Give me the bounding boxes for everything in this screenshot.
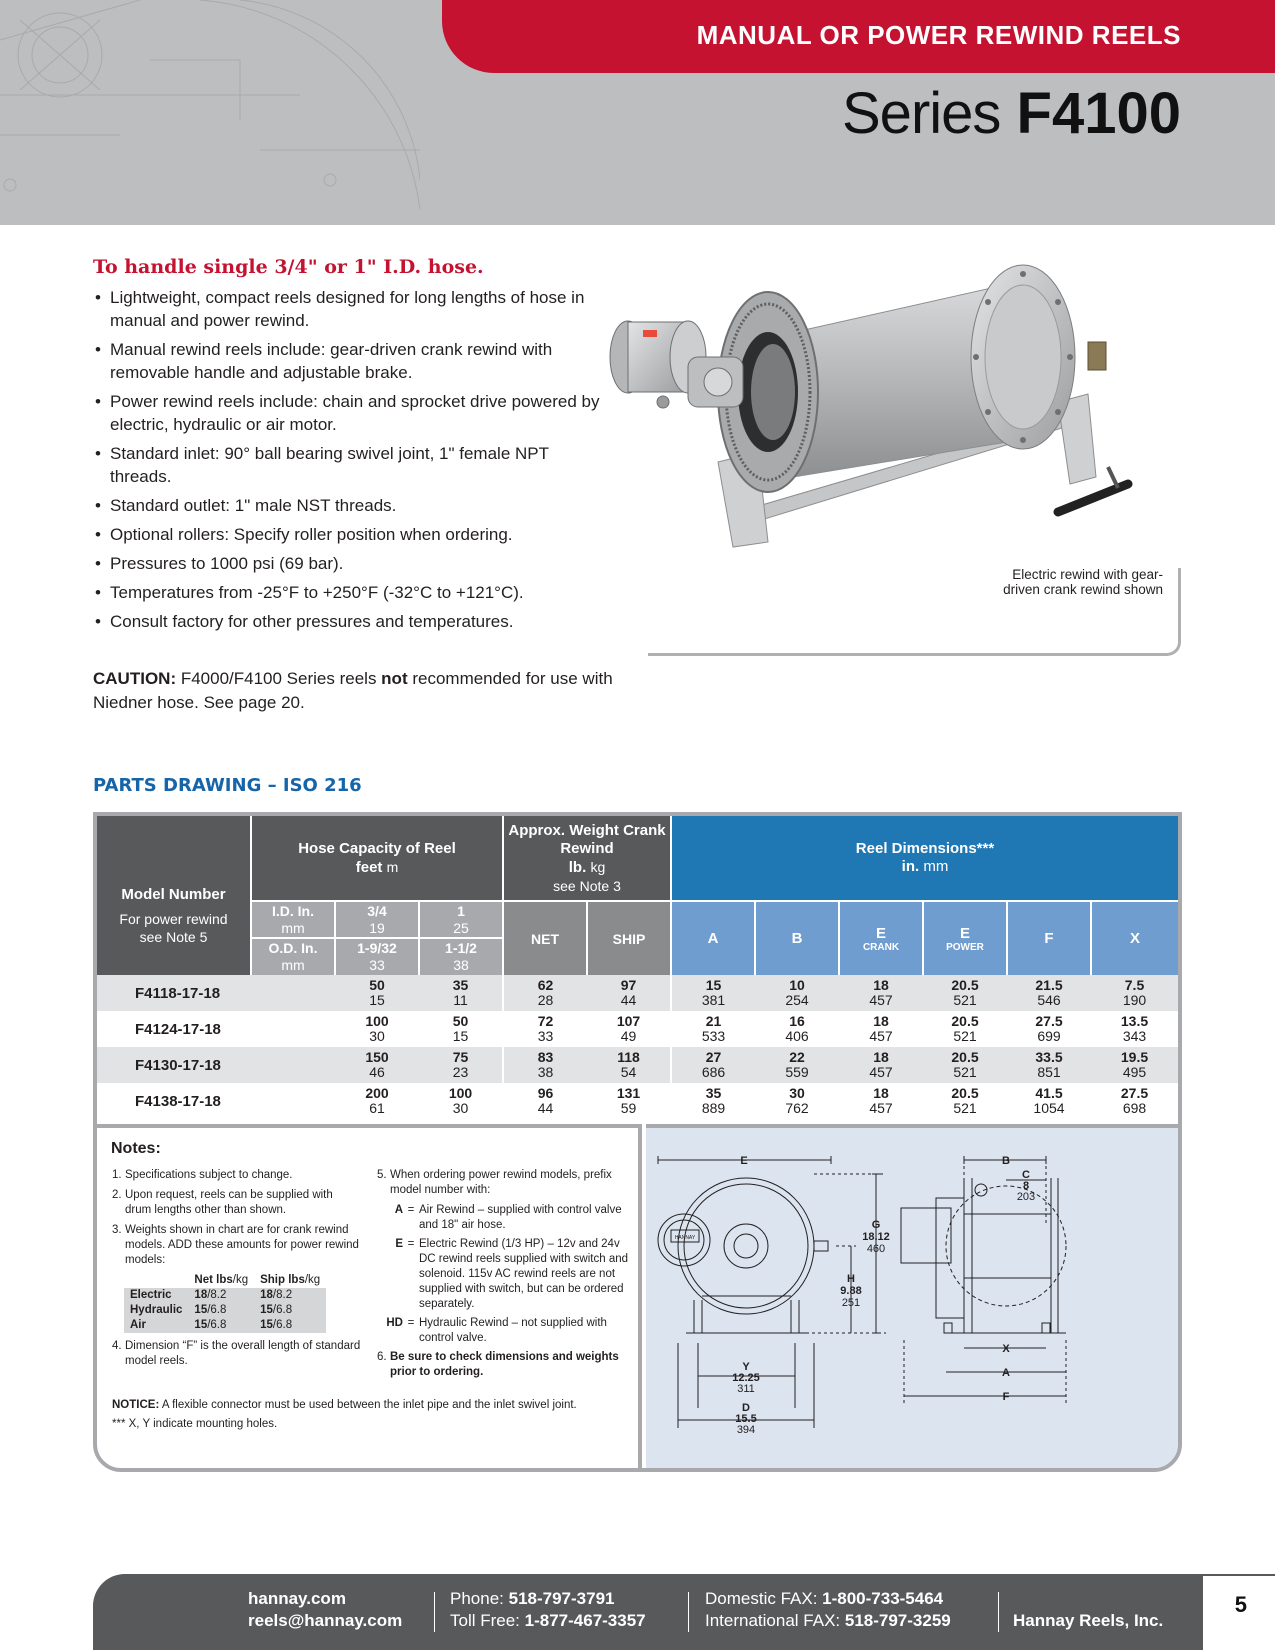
cell-metric-value: 33 (537, 1028, 554, 1044)
cell-primary-value: 19.5 (1120, 1049, 1149, 1065)
cell-primary-value: 20.5 (951, 1049, 979, 1065)
parts-drawing-title: PARTS DRAWING – ISO 216 (93, 775, 362, 796)
table-cell (335, 975, 419, 1011)
footer-divider (434, 1592, 435, 1632)
header-reel-dimensions (671, 816, 1178, 901)
cell-metric-value: 15 (452, 1028, 469, 1044)
cell-metric-value: 30 (369, 1028, 385, 1044)
table-cell (503, 1011, 587, 1047)
reel-dimension-diagram (646, 1128, 1178, 1472)
cell-primary-value: 96 (537, 1085, 554, 1101)
wt-header-net: Net lbs/kg (194, 1274, 249, 1286)
spacer-cell (251, 1011, 335, 1047)
table-cell (755, 1083, 839, 1119)
dim-value-h-mm: 251 (841, 1297, 861, 1309)
id-col-2-mm: 25 (453, 919, 469, 936)
cell-primary-value: 13.5 (1120, 1013, 1149, 1029)
cell-primary-value: 21 (705, 1013, 722, 1029)
dim-f-label: F (1044, 930, 1054, 947)
note-6-text: Be sure to check dimensions and weights prior to ordering. (390, 1351, 619, 1378)
table-cell (587, 1083, 671, 1119)
option-air: A = Air Rewind – supplied with control valve and 18" air hose. (394, 1204, 622, 1231)
power-weights-table (124, 1273, 326, 1333)
cell-primary-value: 20.5 (951, 977, 979, 993)
od-col-1-mm: 33 (369, 957, 385, 973)
dim-label-h: H (847, 1273, 855, 1285)
footer-web-column (248, 1588, 402, 1632)
footer-website-link[interactable]: hannay.com (248, 1589, 346, 1608)
notes-section (97, 1124, 642, 1472)
table-cell (671, 1011, 755, 1047)
model-number-cell: F4138-17-18 (97, 1083, 251, 1119)
dim-label-b: B (1002, 1155, 1010, 1167)
table-cell (1091, 1047, 1178, 1083)
model-number-cell: F4118-17-18 (97, 975, 251, 1011)
dim-e-crank-sub: CRANK (862, 941, 900, 953)
cell-metric-value: 59 (620, 1100, 637, 1116)
table-cell (1091, 975, 1178, 1011)
table-cell (1007, 1083, 1091, 1119)
cell-metric-value: 190 (1122, 992, 1147, 1008)
cell-primary-value: 7.5 (1124, 977, 1145, 993)
weight-header-label: Approx. Weight Crank Rewind (508, 821, 666, 857)
footer-fax-column: Domestic FAX: 1-800-733-5464 International FAX: 518-797-3259 (705, 1589, 951, 1630)
table-cell (1007, 1011, 1091, 1047)
dim-value-y-mm: 311 (737, 1383, 755, 1395)
footer-international-fax: 518-797-3259 (844, 1611, 951, 1630)
dim-label-a: A (1002, 1367, 1010, 1379)
cell-metric-value: 46 (369, 1064, 385, 1080)
cell-primary-value: 15 (705, 977, 722, 993)
hose-unit-feet: feet (355, 858, 383, 876)
mounting-holes-note: *** X, Y indicate mounting holes. (112, 1418, 278, 1430)
wt-row-air: Air 15/6.8 15/6.8 (124, 1318, 326, 1333)
table-cell (335, 1047, 419, 1083)
table-cell (671, 975, 755, 1011)
feature-item: • Optional rollers: Specify roller position when ordering. (93, 523, 613, 546)
table-cell (1091, 1083, 1178, 1119)
model-number-cell: F4124-17-18 (97, 1011, 251, 1047)
table-row (97, 1047, 1178, 1083)
note-5: 5. When ordering power rewind models, prefix model number with: (377, 1169, 612, 1196)
table-cell (419, 1011, 503, 1047)
footer-divider (688, 1592, 689, 1632)
notes-column-right (377, 1168, 632, 1385)
cell-metric-value: 23 (452, 1064, 469, 1080)
weight-unit-lb: lb. (568, 858, 587, 876)
feature-item: • Power rewind reels include: chain and sprocket drive powered by electric, hydraulic or air motor. (93, 390, 613, 436)
caution-text: recommended for use with Niedner hose. See page 20. (93, 669, 613, 712)
cell-metric-value: 521 (953, 992, 977, 1008)
cell-primary-value: 18 (873, 977, 889, 993)
dim-e-power-label: E (959, 924, 970, 942)
notice-text: NOTICE: A flexible connector must be used between the inlet pipe and the inlet swivel joint. (112, 1399, 577, 1411)
id-label-cell (251, 901, 335, 938)
caution-label: CAUTION: (93, 669, 177, 688)
cell-primary-value: 10 (789, 977, 805, 993)
col-dim-e-power (923, 901, 1007, 975)
model-number-cell: F4130-17-18 (97, 1047, 251, 1083)
wt-row-hydraulic: Hydraulic 15/6.8 15/6.8 (124, 1303, 326, 1318)
cell-primary-value: 20.5 (951, 1013, 979, 1029)
dim-value-g-in: 18.12 (862, 1231, 890, 1243)
cell-metric-value: 698 (1122, 1100, 1147, 1116)
dim-value-d-in: 15.5 (735, 1413, 757, 1425)
cell-metric-value: 457 (869, 992, 893, 1008)
footer-phone-column: Phone: 518-797-3791 Toll Free: 1-877-467-3357 (450, 1589, 646, 1630)
hannay-plate-label: HANNAY (674, 1235, 696, 1241)
table-cell (503, 975, 587, 1011)
notes-title: Notes: (111, 1140, 161, 1157)
cell-metric-value: 38 (537, 1064, 554, 1080)
table-cell (839, 1047, 923, 1083)
table-cell (335, 1011, 419, 1047)
cell-metric-value: 546 (1037, 992, 1061, 1008)
cell-primary-value: 27.5 (1120, 1085, 1149, 1101)
cell-metric-value: 457 (869, 1028, 893, 1044)
weight-unit-kg: kg (590, 858, 606, 875)
table-cell (839, 975, 923, 1011)
specs-table (97, 816, 1178, 1119)
hose-unit-m: m (386, 858, 399, 875)
header-hose-capacity (251, 816, 503, 901)
wt-header-ship: Ship lbs/kg (260, 1274, 321, 1286)
intro-heading: To handle single 3/4" or 1" I.D. hose. (93, 256, 484, 278)
dim-e-power-sub: POWER (946, 941, 984, 953)
dim-x-label: X (1129, 930, 1140, 947)
note-1: 1. Specifications subject to change. (112, 1169, 293, 1181)
dims-unit-mm: mm (923, 858, 949, 875)
dim-value-c-in: 8 (1022, 1180, 1030, 1192)
spacer-cell (251, 1047, 335, 1083)
footer-company: Hannay Reels, Inc. (1013, 1611, 1164, 1630)
notes-column-left (112, 1168, 362, 1374)
spacer-cell (251, 1083, 335, 1119)
footer-tollfree[interactable]: 1-877-467-3357 (524, 1611, 646, 1630)
cell-primary-value: 100 (448, 1085, 473, 1101)
cell-metric-value: 521 (953, 1028, 977, 1044)
dim-label-d: D (742, 1402, 750, 1414)
dim-label-e: E (740, 1155, 748, 1167)
cell-metric-value: 49 (620, 1028, 637, 1044)
table-cell (923, 975, 1007, 1011)
od-unit: mm (281, 957, 305, 973)
table-cell (419, 1083, 503, 1119)
table-cell (923, 1011, 1007, 1047)
cell-primary-value: 22 (789, 1049, 805, 1065)
cell-metric-value: 457 (869, 1100, 893, 1116)
footer-domestic-fax: 1-800-733-5464 (822, 1589, 944, 1608)
table-cell (587, 1047, 671, 1083)
caution-note (93, 667, 613, 715)
od-col-1 (335, 938, 419, 975)
footer-email-link[interactable]: reels@hannay.com (248, 1611, 403, 1630)
note-1-text: Specifications subject to change. (125, 1169, 293, 1181)
series-model: F4100 (1016, 81, 1181, 146)
cell-metric-value: 533 (701, 1028, 726, 1044)
col-dim-x (1091, 901, 1178, 975)
cell-metric-value: 762 (785, 1100, 809, 1116)
cell-metric-value: 699 (1037, 1028, 1061, 1044)
cell-primary-value: 72 (537, 1013, 554, 1029)
note-2: 2. Upon request, reels can be supplied with drum lengths other than shown. (112, 1189, 333, 1216)
dimension-drawing (646, 1124, 1178, 1472)
table-cell (587, 975, 671, 1011)
od-label-cell (251, 938, 335, 975)
table-cell (755, 975, 839, 1011)
col-dim-f (1007, 901, 1091, 975)
cell-primary-value: 50 (452, 1013, 469, 1029)
od-col-1-in: 1-9/32 (357, 940, 397, 956)
page-header (0, 0, 1275, 225)
col-dim-a (671, 901, 755, 975)
feature-item: • Temperatures from -25°F to +250°F (-32°C to +121°C). (93, 581, 613, 604)
feature-item: • Standard inlet: 90° ball bearing swivel joint, 1" female NPT threads. (93, 442, 613, 488)
cell-primary-value: 27.5 (1035, 1013, 1063, 1029)
dim-e-crank-label: E (875, 924, 886, 942)
cell-metric-value: 54 (620, 1064, 637, 1080)
dim-label-c: C (1022, 1169, 1030, 1181)
cell-metric-value: 30 (452, 1100, 469, 1116)
od-col-2-mm: 38 (453, 957, 469, 973)
od-label: O.D. In. (268, 940, 318, 956)
cell-primary-value: 18 (873, 1085, 889, 1101)
note-4: 4. Dimension “F” is the overall length of standard model reels. (112, 1340, 361, 1367)
cell-metric-value: 686 (701, 1064, 726, 1080)
dim-value-y-in: 12.25 (732, 1372, 760, 1384)
id-unit: mm (281, 919, 305, 936)
table-cell (923, 1083, 1007, 1119)
cell-metric-value: 851 (1037, 1064, 1061, 1080)
dim-value-g-mm: 460 (866, 1243, 886, 1255)
note-2-text: Upon request, reels can be supplied with drum lengths other than shown. (125, 1189, 333, 1216)
col-dim-b (755, 901, 839, 975)
cell-metric-value: 521 (953, 1100, 977, 1116)
dim-label-y: Y (742, 1361, 750, 1373)
header-tab-label: MANUAL OR POWER REWIND REELS (696, 20, 1181, 50)
col-net: NET (503, 901, 587, 975)
page-number: 5 (1234, 1592, 1247, 1617)
table-cell (1091, 1011, 1178, 1047)
id-col-1-mm: 19 (369, 919, 385, 936)
dim-label-f: F (1002, 1391, 1010, 1403)
dim-value-d-mm: 394 (736, 1424, 756, 1436)
cell-primary-value: 75 (452, 1049, 469, 1065)
cell-primary-value: 150 (365, 1049, 389, 1065)
table-cell (419, 975, 503, 1011)
feature-item: • Manual rewind reels include: gear-driven crank rewind with removable handle and adjustable brake. (93, 338, 613, 384)
cell-primary-value: 27 (705, 1049, 722, 1065)
cell-primary-value: 131 (616, 1085, 641, 1101)
series-word: Series (842, 81, 1001, 146)
cell-metric-value: 44 (620, 992, 637, 1008)
blueprint-background-art (0, 0, 420, 225)
weight-header-note: see Note 3 (553, 877, 621, 894)
cell-primary-value: 35 (452, 977, 469, 993)
table-row (97, 1011, 1178, 1047)
cell-metric-value: 559 (785, 1064, 809, 1080)
header-model-number (97, 816, 251, 975)
footer-divider (998, 1592, 999, 1632)
cell-primary-value: 33.5 (1035, 1049, 1063, 1065)
table-cell (923, 1047, 1007, 1083)
option-electric: E = Electric Rewind (1/3 HP) – 12v and 24v DC rewind reels supplied with switch and solenoid. 115v AC rewind reels are not supplied with switch, but can be ordered separately. (395, 1238, 629, 1310)
footer-phone[interactable]: 518-797-3791 (508, 1589, 615, 1608)
dim-value-h-in: 9.88 (840, 1285, 862, 1297)
cell-primary-value: 18 (873, 1049, 889, 1065)
cell-primary-value: 62 (537, 977, 554, 993)
cell-metric-value: 381 (701, 992, 726, 1008)
cell-primary-value: 118 (617, 1049, 640, 1065)
cell-primary-value: 21.5 (1035, 977, 1063, 993)
reel-product-image (608, 262, 1183, 572)
feature-item: • Lightweight, compact reels designed for long lengths of hose in manual and power rewind. (93, 286, 613, 332)
id-col-1 (335, 901, 419, 938)
od-col-2-in: 1-1/2 (445, 940, 477, 956)
cell-metric-value: 1054 (1033, 1100, 1065, 1116)
specs-table-body (97, 975, 1178, 1119)
table-cell (839, 1011, 923, 1047)
table-cell (503, 1083, 587, 1119)
dim-label-x: X (1002, 1343, 1010, 1355)
table-row (97, 1083, 1178, 1119)
cell-primary-value: 20.5 (951, 1085, 979, 1101)
dim-label-g: G (871, 1219, 881, 1231)
cell-primary-value: 50 (369, 977, 385, 993)
table-cell (503, 1047, 587, 1083)
id-label: I.D. In. (272, 902, 314, 919)
cell-primary-value: 200 (365, 1085, 389, 1101)
cell-metric-value: 457 (869, 1064, 893, 1080)
cell-primary-value: 83 (537, 1049, 554, 1065)
caution-text: F4000/F4100 Series reels (176, 669, 382, 688)
dim-a-label: A (707, 930, 719, 947)
page-footer (93, 1574, 1275, 1650)
model-header-note: For power rewind see Note 5 (119, 910, 228, 945)
cell-primary-value: 18 (873, 1013, 889, 1029)
cell-primary-value: 97 (620, 977, 637, 993)
table-cell (1007, 975, 1091, 1011)
hose-header-label: Hose Capacity of Reel (298, 839, 456, 857)
id-col-1-in: 3/4 (367, 902, 387, 919)
feature-item: • Pressures to 1000 psi (69 bar). (93, 552, 613, 575)
note-3-text: Weights shown in chart are for crank rewind models. ADD these amounts for power rewind models: (125, 1224, 359, 1266)
table-cell (419, 1047, 503, 1083)
feature-item: • Consult factory for other pressures and temperatures. (93, 610, 613, 633)
dims-unit-in: in. (901, 858, 920, 875)
table-cell (671, 1047, 755, 1083)
cell-metric-value: 521 (953, 1064, 977, 1080)
dims-header-label: Reel Dimensions*** (855, 840, 995, 857)
id-col-2-in: 1 (457, 902, 465, 919)
cell-metric-value: 11 (453, 992, 468, 1008)
wt-row-electric: Electric 18/8.2 18/8.2 (124, 1288, 326, 1303)
intro-section (93, 256, 613, 639)
cell-metric-value: 495 (1122, 1064, 1147, 1080)
table-cell (755, 1011, 839, 1047)
col-dim-e-crank (839, 901, 923, 975)
model-header-label: Model Number (121, 885, 226, 903)
cell-metric-value: 61 (369, 1100, 385, 1116)
feature-list (93, 286, 613, 633)
spacer-cell (251, 975, 335, 1011)
series-title (842, 80, 1181, 147)
cell-metric-value: 406 (785, 1028, 809, 1044)
note-3: 3. Weights shown in chart are for crank rewind models. ADD these amounts for power rewind models: (112, 1224, 359, 1266)
table-cell (839, 1083, 923, 1119)
table-cell (335, 1083, 419, 1119)
cell-primary-value: 41.5 (1035, 1085, 1063, 1101)
cell-primary-value: 100 (365, 1013, 389, 1029)
photo-caption: Electric rewind with gear-driven crank rewind shown (1003, 567, 1163, 597)
table-cell (1007, 1047, 1091, 1083)
option-hydraulic: HD = Hydraulic Rewind – not supplied with control valve. (386, 1317, 607, 1344)
header-red-tab (442, 0, 1275, 73)
note-5-text: When ordering power rewind models, prefix model number with: (390, 1169, 612, 1196)
dim-value-c-mm: 203 (1016, 1191, 1036, 1203)
note-6: 6. Be sure to check dimensions and weights prior to ordering. (377, 1351, 619, 1378)
cell-metric-value: 254 (785, 992, 809, 1008)
od-col-2 (419, 938, 503, 975)
specs-panel (93, 812, 1182, 1472)
note-4-text: Dimension “F” is the overall length of standard model reels. (125, 1340, 361, 1367)
feature-item: • Standard outlet: 1" male NST threads. (93, 494, 613, 517)
cell-metric-value: 28 (537, 992, 554, 1008)
cell-metric-value: 343 (1122, 1028, 1147, 1044)
cell-primary-value: 30 (789, 1085, 805, 1101)
cell-primary-value: 35 (705, 1085, 722, 1101)
cell-metric-value: 44 (537, 1100, 554, 1116)
header-approx-weight (503, 816, 671, 901)
caution-not: not (381, 669, 408, 688)
cell-primary-value: 107 (616, 1013, 641, 1029)
id-col-2 (419, 901, 503, 938)
cell-metric-value: 15 (369, 992, 385, 1008)
cell-metric-value: 889 (701, 1100, 726, 1116)
table-cell (755, 1047, 839, 1083)
col-ship: SHIP (587, 901, 671, 975)
table-cell (671, 1083, 755, 1119)
cell-primary-value: 16 (789, 1013, 805, 1029)
dim-b-label: B (791, 930, 803, 947)
table-row (97, 975, 1178, 1011)
table-cell (587, 1011, 671, 1047)
